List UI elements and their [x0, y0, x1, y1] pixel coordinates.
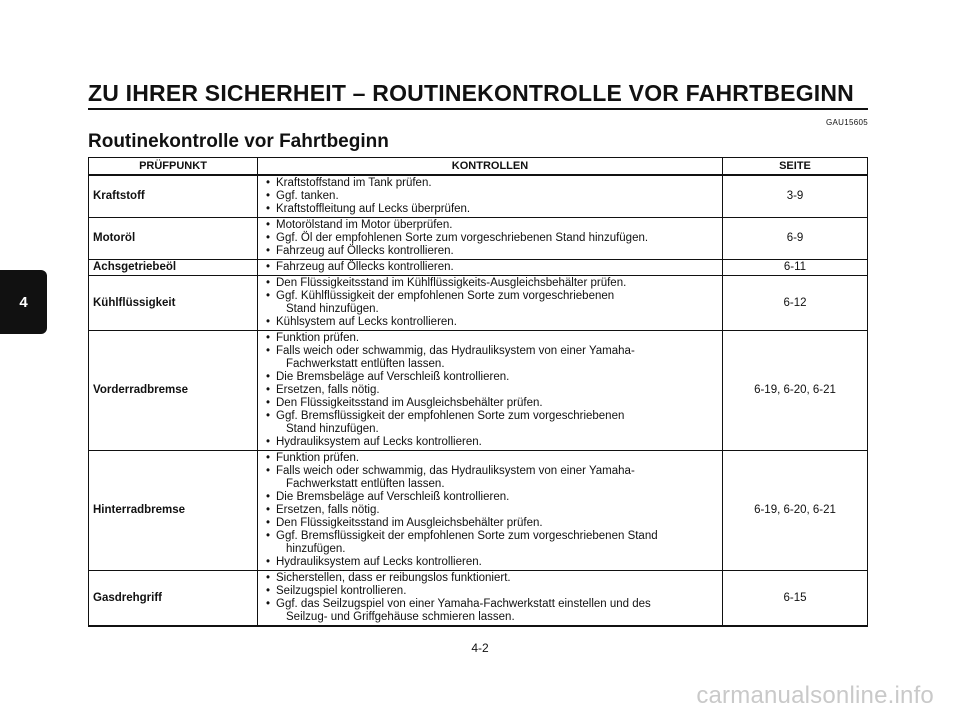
list-item — [266, 517, 718, 530]
check-text: Ggf. Öl der empfohlenen Sorte zum vorgeschriebenen Stand hinzufügen. — [276, 232, 649, 244]
check-list-cell — [258, 218, 723, 260]
table-row — [89, 276, 868, 331]
check-list — [266, 572, 718, 624]
list-item — [266, 232, 718, 245]
check-list-cell — [258, 276, 723, 331]
check-text: Die Bremsbeläge auf Verschleiß kontrollieren. — [276, 491, 510, 503]
check-text-continuation: Seilzug- und Griffgehäuse schmieren lassen. — [286, 611, 515, 623]
list-item — [266, 410, 718, 436]
check-text-continuation: Fachwerkstatt entlüften lassen. — [286, 478, 445, 490]
check-list-cell — [258, 451, 723, 571]
check-text: Kraftstoffstand im Tank prüfen. — [276, 177, 432, 189]
check-list-cell — [258, 175, 723, 218]
list-item — [266, 465, 718, 491]
list-item — [266, 203, 718, 216]
column-header-item: PRÜFPUNKT — [89, 158, 258, 176]
check-text: Den Flüssigkeitsstand im Ausgleichsbehälter prüfen. — [276, 517, 543, 529]
list-item — [266, 598, 718, 624]
list-item — [266, 530, 718, 556]
check-text-continuation: Fachwerkstatt entlüften lassen. — [286, 358, 445, 370]
list-item — [266, 261, 718, 274]
list-item — [266, 245, 718, 258]
check-text: Den Flüssigkeitsstand im Ausgleichsbehälter prüfen. — [276, 397, 543, 409]
check-item: Achsgetriebeöl — [89, 260, 258, 276]
check-list — [266, 332, 718, 449]
table-body — [89, 175, 868, 626]
check-text: Den Flüssigkeitsstand im Kühlflüssigkeits-Ausgleichsbehälter prüfen. — [276, 277, 627, 289]
table-row — [89, 571, 868, 627]
check-text: Sicherstellen, dass er reibungslos funktioniert. — [276, 572, 511, 584]
chapter-number: 4 — [19, 293, 28, 311]
list-item — [266, 290, 718, 316]
list-item — [266, 504, 718, 517]
watermark: carmanualsonline.info — [696, 682, 934, 709]
check-text-continuation: Stand hinzufügen. — [286, 303, 379, 315]
check-text: Ggf. tanken. — [276, 190, 339, 202]
doc-code: GAU15605 — [826, 118, 868, 127]
list-item — [266, 371, 718, 384]
list-item — [266, 452, 718, 465]
check-text-continuation: hinzufügen. — [286, 543, 346, 555]
check-list — [266, 219, 718, 258]
check-item: Gasdrehgriff — [89, 571, 258, 627]
check-text: Kühlsystem auf Lecks kontrollieren. — [276, 316, 457, 328]
check-list — [266, 277, 718, 329]
check-text: Ersetzen, falls nötig. — [276, 384, 380, 396]
page-header — [88, 80, 868, 106]
check-list-cell — [258, 331, 723, 451]
page-reference: 6-19, 6-20, 6-21 — [723, 451, 868, 571]
page-reference: 6-15 — [723, 571, 868, 627]
check-text: Falls weich oder schwammig, das Hydrauliksystem von einer Yamaha- — [276, 465, 635, 477]
check-text: Hydrauliksystem auf Lecks kontrollieren. — [276, 556, 482, 568]
page-number: 4-2 — [471, 641, 489, 655]
page-reference: 6-12 — [723, 276, 868, 331]
check-text: Die Bremsbeläge auf Verschleiß kontrollieren. — [276, 371, 510, 383]
check-item: Vorderradbremse — [89, 331, 258, 451]
routine-check-table — [88, 157, 868, 627]
check-list — [266, 177, 718, 216]
check-text: Ggf. Kühlflüssigkeit der empfohlenen Sorte zum vorgeschriebenen — [276, 290, 615, 302]
header-rule — [88, 108, 868, 110]
check-text: Seilzugspiel kontrollieren. — [276, 585, 407, 597]
check-text: Funktion prüfen. — [276, 452, 360, 464]
list-item — [266, 572, 718, 585]
check-text: Fahrzeug auf Öllecks kontrollieren. — [276, 261, 454, 273]
check-text: Ggf. Bremsflüssigkeit der empfohlenen Sorte zum vorgeschriebenen Stand — [276, 530, 658, 542]
check-text: Kraftstoffleitung auf Lecks überprüfen. — [276, 203, 471, 215]
list-item — [266, 384, 718, 397]
list-item — [266, 332, 718, 345]
check-text: Ggf. das Seilzugspiel von einer Yamaha-Fachwerkstatt einstellen und des — [276, 598, 651, 610]
check-item: Motoröl — [89, 218, 258, 260]
page-reference: 6-19, 6-20, 6-21 — [723, 331, 868, 451]
list-item — [266, 177, 718, 190]
check-item: Hinterradbremse — [89, 451, 258, 571]
check-item: Kühlflüssigkeit — [89, 276, 258, 331]
check-text: Ersetzen, falls nötig. — [276, 504, 380, 516]
list-item — [266, 491, 718, 504]
page-reference: 3-9 — [723, 175, 868, 218]
check-list — [266, 452, 718, 569]
check-text: Motorölstand im Motor überprüfen. — [276, 219, 453, 231]
check-text: Funktion prüfen. — [276, 332, 360, 344]
check-item: Kraftstoff — [89, 175, 258, 218]
check-list — [266, 261, 718, 274]
check-text-continuation: Stand hinzufügen. — [286, 423, 379, 435]
list-item — [266, 345, 718, 371]
check-text: Ggf. Bremsflüssigkeit der empfohlenen Sorte zum vorgeschriebenen — [276, 410, 625, 422]
table-row — [89, 331, 868, 451]
column-header-page: SEITE — [723, 158, 868, 176]
check-text: Hydrauliksystem auf Lecks kontrollieren. — [276, 436, 482, 448]
chapter-tab — [0, 270, 47, 334]
list-item — [266, 556, 718, 569]
page-reference: 6-11 — [723, 260, 868, 276]
table-row — [89, 175, 868, 218]
column-header-checks: KONTROLLEN — [258, 158, 723, 176]
check-text: Fahrzeug auf Öllecks kontrollieren. — [276, 245, 454, 257]
list-item — [266, 436, 718, 449]
list-item — [266, 277, 718, 290]
list-item — [266, 219, 718, 232]
section-title: Routinekontrolle vor Fahrtbeginn — [88, 131, 389, 152]
list-item — [266, 585, 718, 598]
page-reference: 6-9 — [723, 218, 868, 260]
table-row — [89, 260, 868, 276]
table-header-row — [89, 158, 868, 176]
table-row — [89, 451, 868, 571]
list-item — [266, 397, 718, 410]
check-list-cell — [258, 260, 723, 276]
list-item — [266, 316, 718, 329]
list-item — [266, 190, 718, 203]
page-title: ZU IHRER SICHERHEIT – ROUTINEKONTROLLE VOR FAHRTBEGINN — [88, 80, 854, 106]
table-row — [89, 218, 868, 260]
check-text: Falls weich oder schwammig, das Hydrauliksystem von einer Yamaha- — [276, 345, 635, 357]
check-list-cell — [258, 571, 723, 627]
